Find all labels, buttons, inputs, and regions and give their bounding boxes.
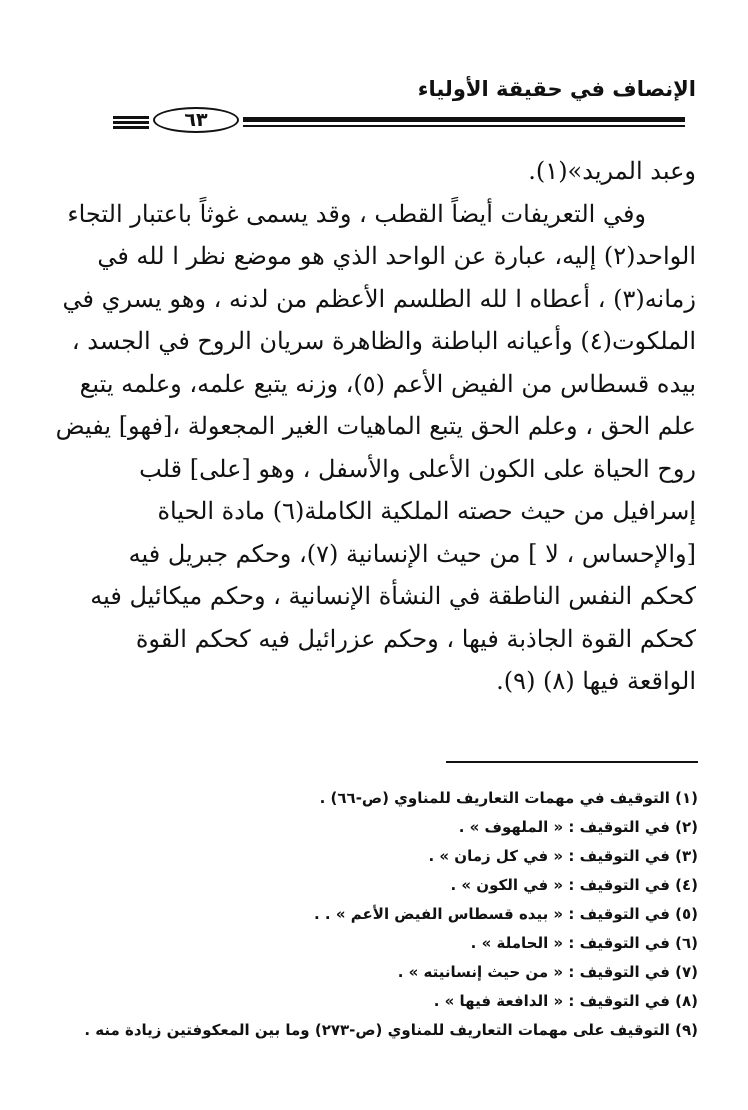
text-line: وعبد المريد»(١). [528,157,696,185]
text-line: زمانه(٣) ، أعطاه ا لله الطلسم الأعظم من لدنه ، وهو يسري في [62,284,696,313]
footnote: (٢) في التوقيف : « الملهوف » . [458,818,698,836]
text-line: الواحد(٢) إليه، عبارة عن الواحد الذي هو موضع نظر ا لله في [97,242,696,270]
footnote: (٤) في التوقيف : « في الكون » . [450,876,698,894]
rule-left-stroke [113,126,149,129]
footnote: (٧) في التوقيف : « من حيث إنسانيته » . [397,963,698,981]
main-text [56,150,696,703]
footnote: (١) التوقيف في مهمات التعاريف للمناوي (ص-٦٦) . [319,789,698,807]
rule-right-thin [243,125,685,127]
text-line: كحكم النفس الناطقة في النشأة الإنسانية ، وحكم ميكائيل فيه [90,582,696,610]
page-number: ٦٣ [153,107,239,133]
rule-left-stroke [113,121,149,124]
footnotes [38,784,698,1045]
footnote: (٣) في التوقيف : « في كل زمان » . [428,847,698,865]
footnote: (٦) في التوقيف : « الحاملة » . [470,934,698,952]
footnote: (٩) التوقيف على مهمات التعاريف للمناوي (ص-٢٧٣) وما بين المعكوفتين زيادة منه . [84,1021,698,1039]
rule-left-stroke [113,116,149,119]
text-line: كحكم القوة الجاذبة فيها ، وحكم عزرائيل فيه كحكم القوة [135,624,696,653]
footnote: (٥) في التوقيف : « بيده قسطاس الفيض الأعم » . . [314,905,698,923]
header-rule [113,107,685,135]
rule-right-thick [243,117,685,122]
footnote: (٨) في التوقيف : « الدافعة فيها » . [433,992,698,1010]
text-line: الواقعة فيها (٨) (٩). [496,667,696,695]
text-line: [والإحساس ، لا ] من حيث الإنسانية (٧)، وحكم جبريل فيه [128,539,696,568]
footnote-divider [446,761,698,763]
running-title: الإنصاف في حقيقة الأولياء [417,77,696,101]
text-line: إسرافيل من حيث حصته الملكية الكاملة(٦) مادة الحياة [157,497,696,525]
text-line: علم الحق ، وعلم الحق يتبع الماهيات الغير المجعولة ،[فهو] يفيض [56,412,696,440]
text-line: الملكوت(٤) وأعيانه الباطنة والظاهرة سريان الروح في الجسد ، [71,327,696,355]
text-line: وفي التعريفات أيضاً القطب ، وقد يسمى غوثاً باعتبار التجاء [67,199,646,228]
text-line: روح الحياة على الكون الأعلى والأسفل ، وهو [على] قلب [139,454,696,483]
text-line: بيده قسطاس من الفيض الأعم (٥)، وزنه يتبع علمه، وعلمه يتبع [79,369,696,398]
